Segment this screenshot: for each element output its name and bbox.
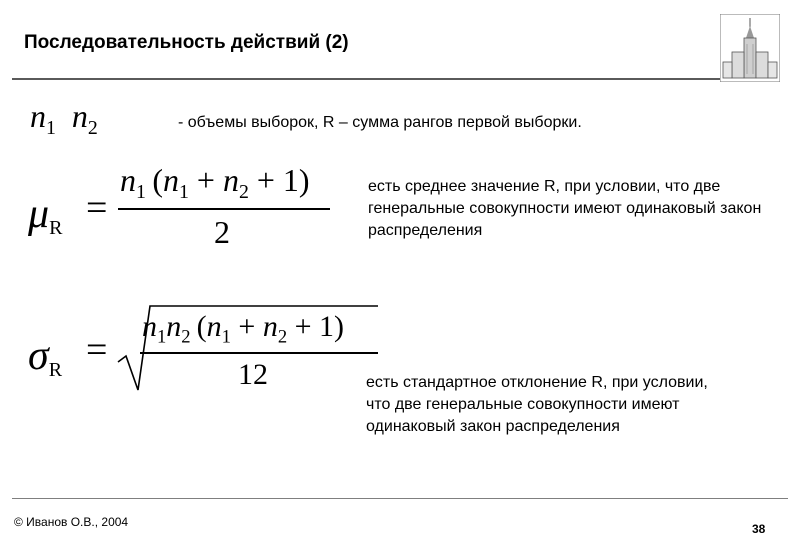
title-divider bbox=[12, 78, 724, 80]
footer-divider bbox=[12, 498, 788, 499]
copyright-text: © Иванов О.В., 2004 bbox=[14, 515, 129, 529]
mean-formula: $\mu_R$ = $n_1$ $(n_1 + n_2 + 1)$ 2 bbox=[28, 168, 348, 258]
page-number: 38 bbox=[752, 522, 766, 536]
stddev-formula: $\sigma_R$ = $n_1n_2$ $(n_1 + n_2 + 1)$ 12 bbox=[28, 300, 388, 400]
stddev-description: есть стандартное отклонение R, при условии, что две генеральные совокупности имеют одинаковый закон распределения bbox=[366, 374, 708, 435]
university-logo-icon bbox=[720, 14, 780, 82]
slide-title: Последовательность действий (2) bbox=[24, 32, 349, 53]
mean-description: есть среднее значение R, при условии, что две генеральные совокупности имеют одинаковый закон распределения bbox=[368, 178, 762, 239]
sample-sizes-formula: $n_1$ $n_2$ bbox=[30, 98, 98, 139]
sample-sizes-description: - объемы выборок, R – сумма рангов первой выборки. bbox=[178, 114, 582, 131]
